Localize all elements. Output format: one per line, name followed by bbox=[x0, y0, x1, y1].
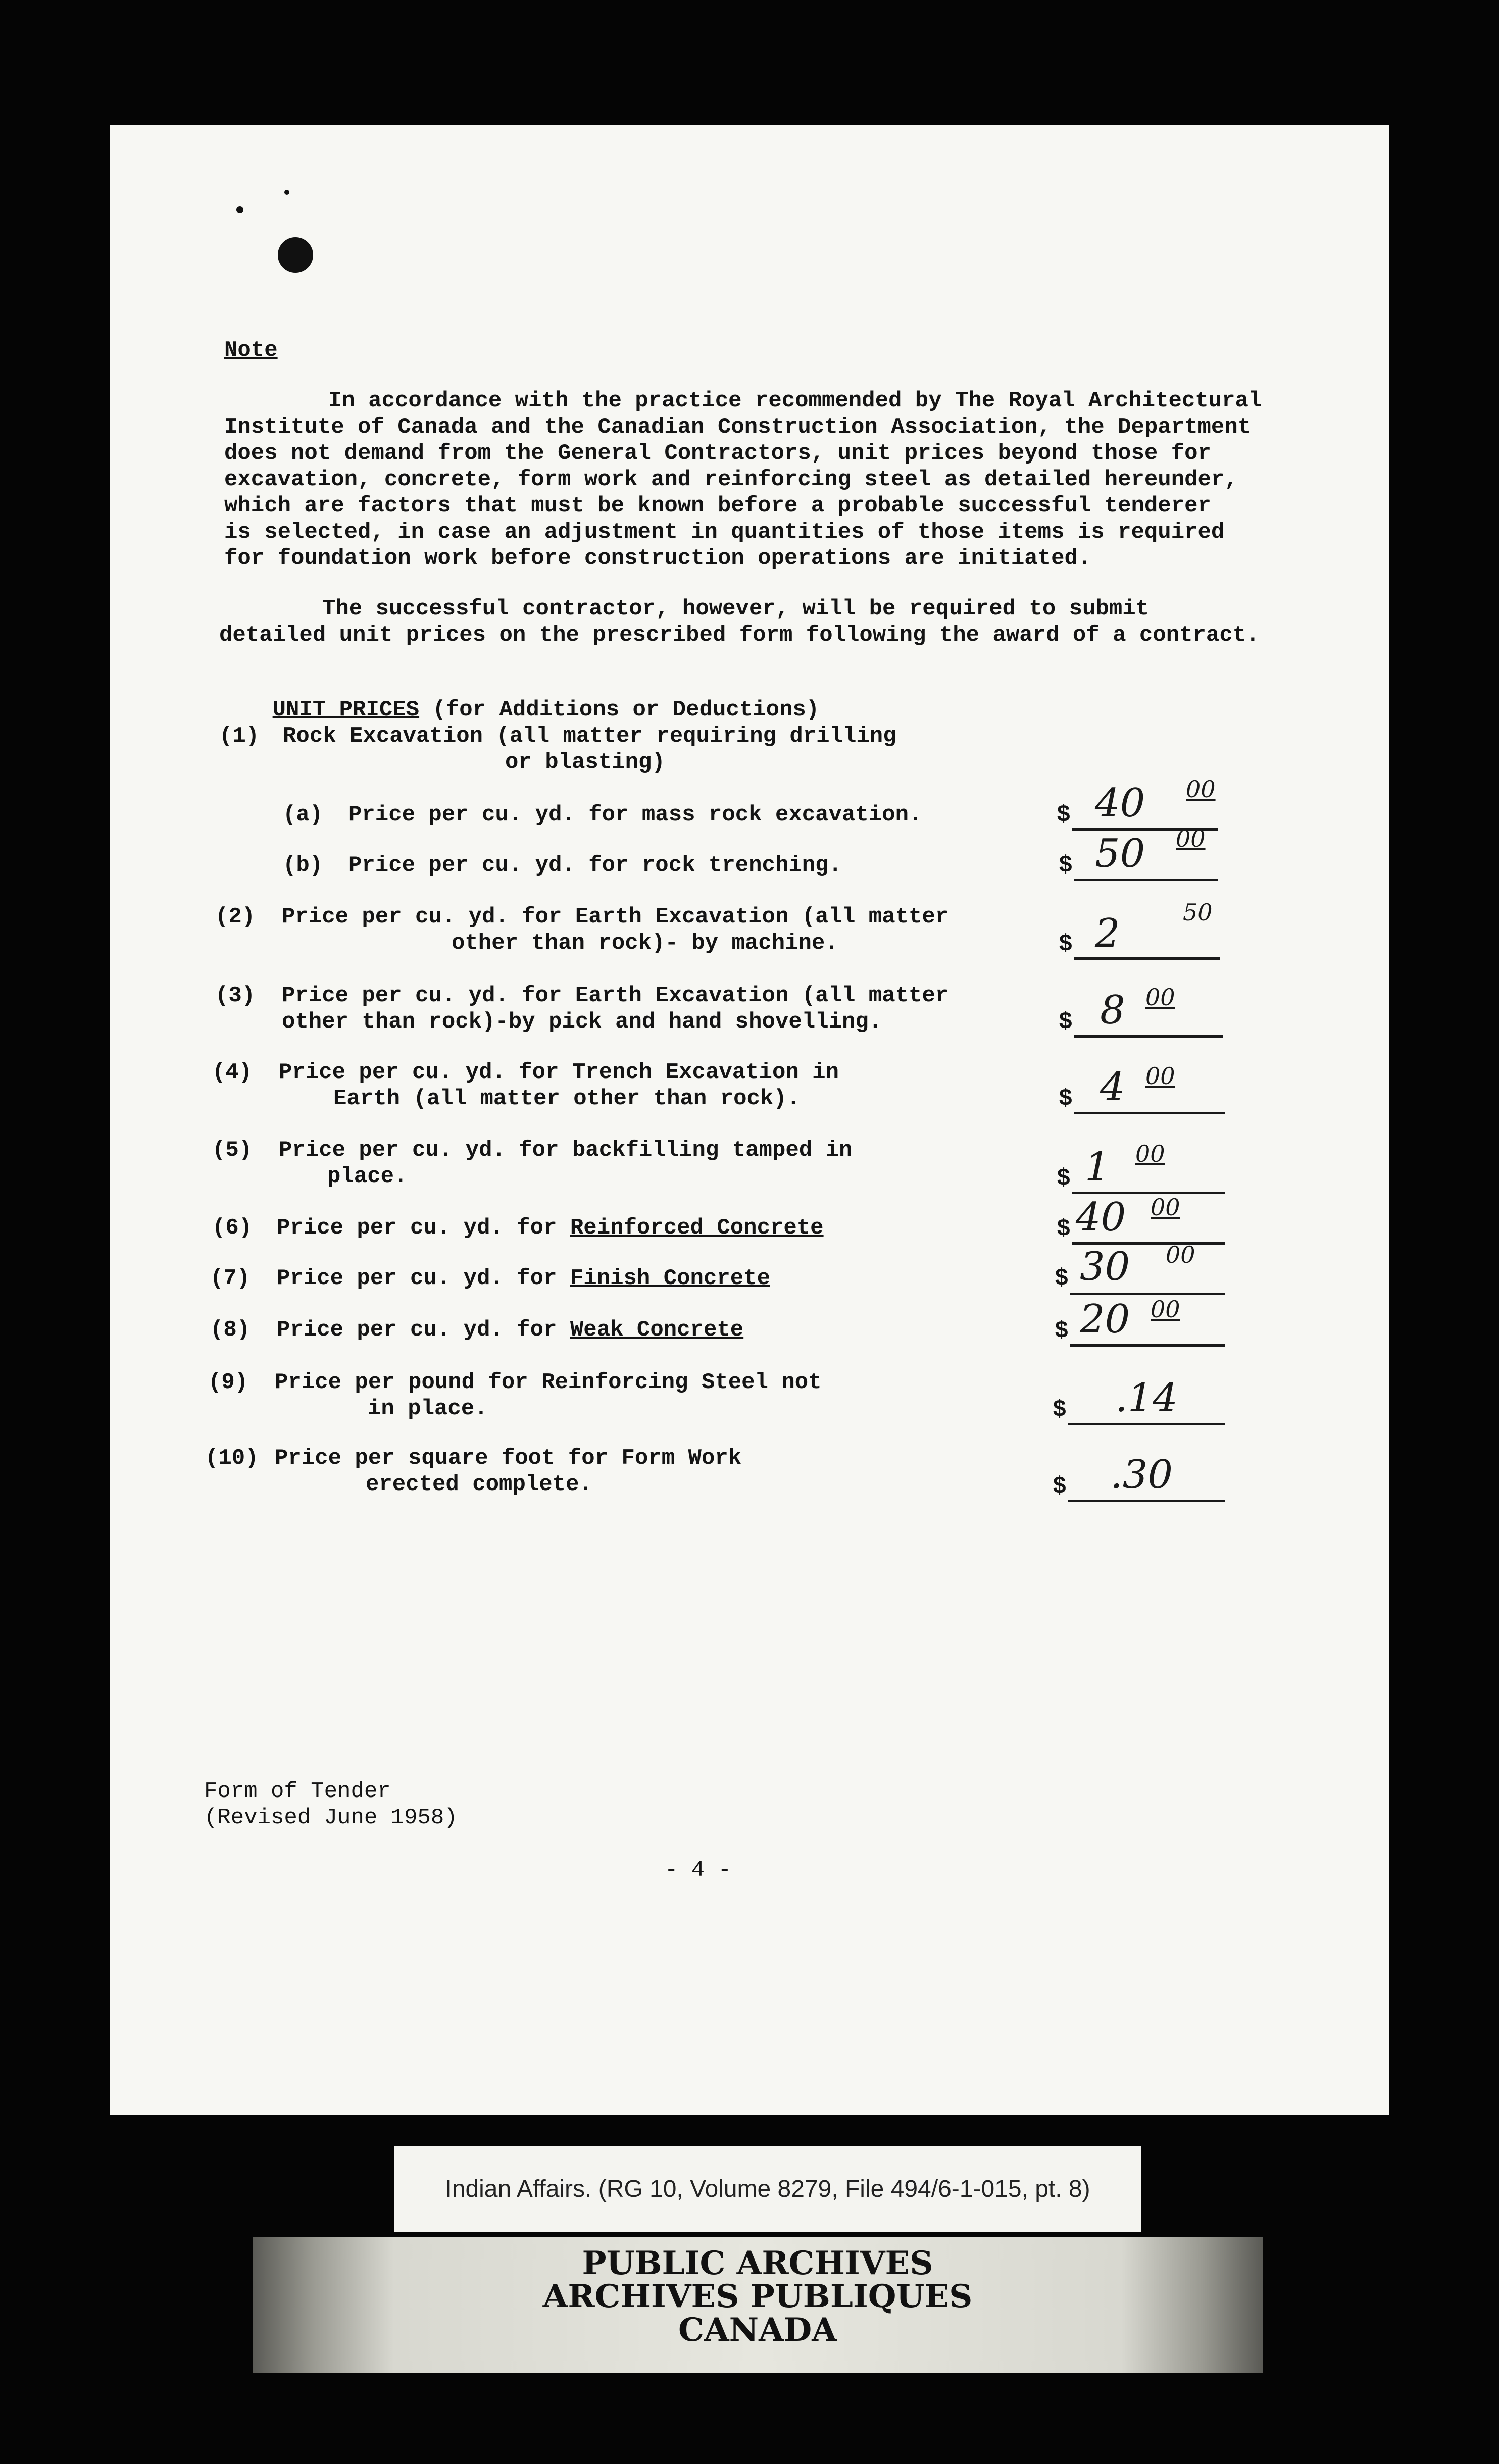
item-1b-price-line bbox=[1074, 879, 1218, 881]
item-1a-price: 40 bbox=[1095, 781, 1145, 826]
item-7-text: Price per cu. yd. for bbox=[277, 1266, 557, 1291]
item-9-number: (9) bbox=[208, 1370, 248, 1395]
para1-line5: which are factors that must be known before a probable successful tenderer bbox=[224, 493, 1211, 519]
item-3-text-line2: other than rock)-by pick and hand shovelling. bbox=[282, 1009, 882, 1035]
document-page bbox=[110, 125, 1389, 2115]
item-8-cents: 00 bbox=[1151, 1296, 1180, 1323]
para2-line2: detailed unit prices on the prescribed form following the award of a contract. bbox=[219, 623, 1260, 648]
item-6-dollar: $ bbox=[1057, 1216, 1071, 1242]
item-9-text-line2: in place. bbox=[368, 1396, 488, 1421]
item-1-text-line2: or blasting) bbox=[505, 750, 665, 775]
item-1a-cents: 00 bbox=[1186, 776, 1216, 803]
item-10-text: Price per square foot for Form Work bbox=[275, 1446, 742, 1471]
item-8-text: Price per cu. yd. for bbox=[277, 1317, 557, 1343]
item-1b-price: 50 bbox=[1095, 831, 1145, 877]
item-1a-text: Price per cu. yd. for mass rock excavation. bbox=[348, 802, 922, 828]
para1-line1: In accordance with the practice recommended by The Royal Architectural bbox=[328, 388, 1262, 414]
item-4-price: 4 bbox=[1100, 1064, 1125, 1110]
item-8-price-line bbox=[1070, 1344, 1225, 1347]
item-2-number: (2) bbox=[215, 904, 256, 930]
item-4-text: Price per cu. yd. for Trench Excavation in bbox=[279, 1060, 839, 1085]
stamp-line-3: CANADA bbox=[678, 2311, 837, 2349]
item-1a-number: (a) bbox=[283, 802, 323, 828]
smudge-mark bbox=[284, 190, 289, 195]
item-6-price: 40 bbox=[1076, 1195, 1126, 1240]
item-2-cents: 50 bbox=[1183, 899, 1213, 926]
form-of-tender-label: Form of Tender bbox=[204, 1779, 391, 1804]
item-2-price-line bbox=[1074, 957, 1220, 960]
punch-hole-mark bbox=[278, 237, 313, 273]
item-7-price: 30 bbox=[1080, 1244, 1130, 1290]
item-3-price-line bbox=[1074, 1035, 1223, 1038]
page-number: - 4 - bbox=[665, 1858, 732, 1883]
item-8-dollar: $ bbox=[1055, 1318, 1069, 1344]
item-1b-number: (b) bbox=[283, 853, 323, 878]
item-5-text: Price per cu. yd. for backfilling tamped in bbox=[279, 1138, 853, 1163]
para1-line2: Institute of Canada and the Canadian Construction Association, the Department bbox=[224, 415, 1252, 440]
unit-prices-heading: UNIT PRICES bbox=[272, 697, 420, 723]
item-4-text-line2: Earth (all matter other than rock). bbox=[333, 1086, 801, 1111]
item-10-price-line bbox=[1068, 1500, 1225, 1502]
item-6-number: (6) bbox=[212, 1215, 253, 1241]
item-6-cents: 00 bbox=[1151, 1194, 1180, 1221]
item-2-price: 2 bbox=[1095, 911, 1120, 956]
item-8-number: (8) bbox=[210, 1317, 251, 1343]
stamp-line-1: PUBLIC ARCHIVES bbox=[582, 2244, 933, 2282]
unit-prices-subheading: (for Additions or Deductions) bbox=[432, 697, 820, 723]
item-9-price: .14 bbox=[1115, 1375, 1178, 1421]
item-4-number: (4) bbox=[212, 1060, 253, 1085]
item-5-text-line2: place. bbox=[327, 1164, 408, 1189]
item-9-text: Price per pound for Reinforcing Steel not bbox=[275, 1370, 822, 1395]
item-8-price: 20 bbox=[1080, 1297, 1130, 1342]
stamp-line-2: ARCHIVES PUBLIQUES bbox=[542, 2278, 973, 2316]
item-6-text-line bbox=[277, 1215, 824, 1241]
item-1b-text: Price per cu. yd. for rock trenching. bbox=[348, 853, 842, 878]
item-10-number: (10) bbox=[205, 1446, 259, 1471]
note-heading: Note bbox=[224, 338, 278, 363]
para1-line4: excavation, concrete, form work and reinforcing steel as detailed hereunder, bbox=[224, 467, 1238, 492]
item-1b-cents: 00 bbox=[1176, 825, 1206, 852]
item-6-text: Price per cu. yd. for bbox=[277, 1215, 557, 1241]
item-10-dollar: $ bbox=[1053, 1473, 1067, 1500]
item-3-cents: 00 bbox=[1145, 984, 1175, 1011]
item-7-emphasis: Finish Concrete bbox=[570, 1266, 770, 1291]
item-10-text-line2: erected complete. bbox=[366, 1472, 592, 1497]
item-5-number: (5) bbox=[212, 1138, 253, 1163]
item-1-text: Rock Excavation (all matter requiring drilling bbox=[283, 724, 896, 749]
item-2-text-line2: other than rock)- by machine. bbox=[452, 931, 838, 956]
archive-reference-text: Indian Affairs. (RG 10, Volume 8279, File 494/6-1-015, pt. 8) bbox=[445, 2176, 1090, 2202]
item-7-cents: 00 bbox=[1166, 1241, 1195, 1268]
smudge-mark bbox=[236, 206, 243, 213]
item-3-dollar: $ bbox=[1059, 1009, 1073, 1035]
item-8-text-line bbox=[277, 1317, 743, 1343]
item-4-dollar: $ bbox=[1059, 1086, 1073, 1112]
item-1a-dollar: $ bbox=[1057, 802, 1071, 828]
para2-line1: The successful contractor, however, will be required to submit bbox=[322, 596, 1150, 622]
item-6-emphasis: Reinforced Concrete bbox=[570, 1215, 824, 1241]
archive-reference-card bbox=[394, 2146, 1141, 2232]
item-10-price: .30 bbox=[1110, 1452, 1173, 1498]
item-5-dollar: $ bbox=[1057, 1165, 1071, 1192]
item-3-text: Price per cu. yd. for Earth Excavation (all matter bbox=[282, 983, 949, 1008]
item-4-cents: 00 bbox=[1145, 1062, 1175, 1090]
item-2-text: Price per cu. yd. for Earth Excavation (all matter bbox=[282, 904, 949, 930]
item-3-price: 8 bbox=[1100, 988, 1125, 1033]
item-5-cents: 00 bbox=[1135, 1140, 1165, 1167]
item-5-price: 1 bbox=[1085, 1144, 1110, 1190]
item-5-price-line bbox=[1072, 1192, 1225, 1194]
item-7-price-line bbox=[1070, 1293, 1225, 1295]
item-4-price-line bbox=[1074, 1112, 1225, 1114]
item-9-price-line bbox=[1068, 1423, 1225, 1425]
item-1b-dollar: $ bbox=[1059, 852, 1073, 879]
para1-line7: for foundation work before construction operations are initiated. bbox=[224, 546, 1091, 571]
para1-line3: does not demand from the General Contractors, unit prices beyond those for bbox=[224, 441, 1211, 466]
item-2-dollar: $ bbox=[1059, 931, 1073, 957]
item-7-dollar: $ bbox=[1055, 1265, 1069, 1292]
item-7-text-line bbox=[277, 1265, 770, 1292]
item-3-number: (3) bbox=[215, 983, 256, 1008]
public-archives-stamp bbox=[253, 2237, 1263, 2373]
para1-line6: is selected, in case an adjustment in quantities of those items is required bbox=[224, 520, 1225, 545]
item-8-emphasis: Weak Concrete bbox=[570, 1317, 744, 1343]
item-9-dollar: $ bbox=[1053, 1397, 1067, 1423]
item-7-number: (7) bbox=[210, 1266, 251, 1291]
item-1-number: (1) bbox=[219, 724, 260, 749]
revision-date-label: (Revised June 1958) bbox=[204, 1805, 458, 1830]
